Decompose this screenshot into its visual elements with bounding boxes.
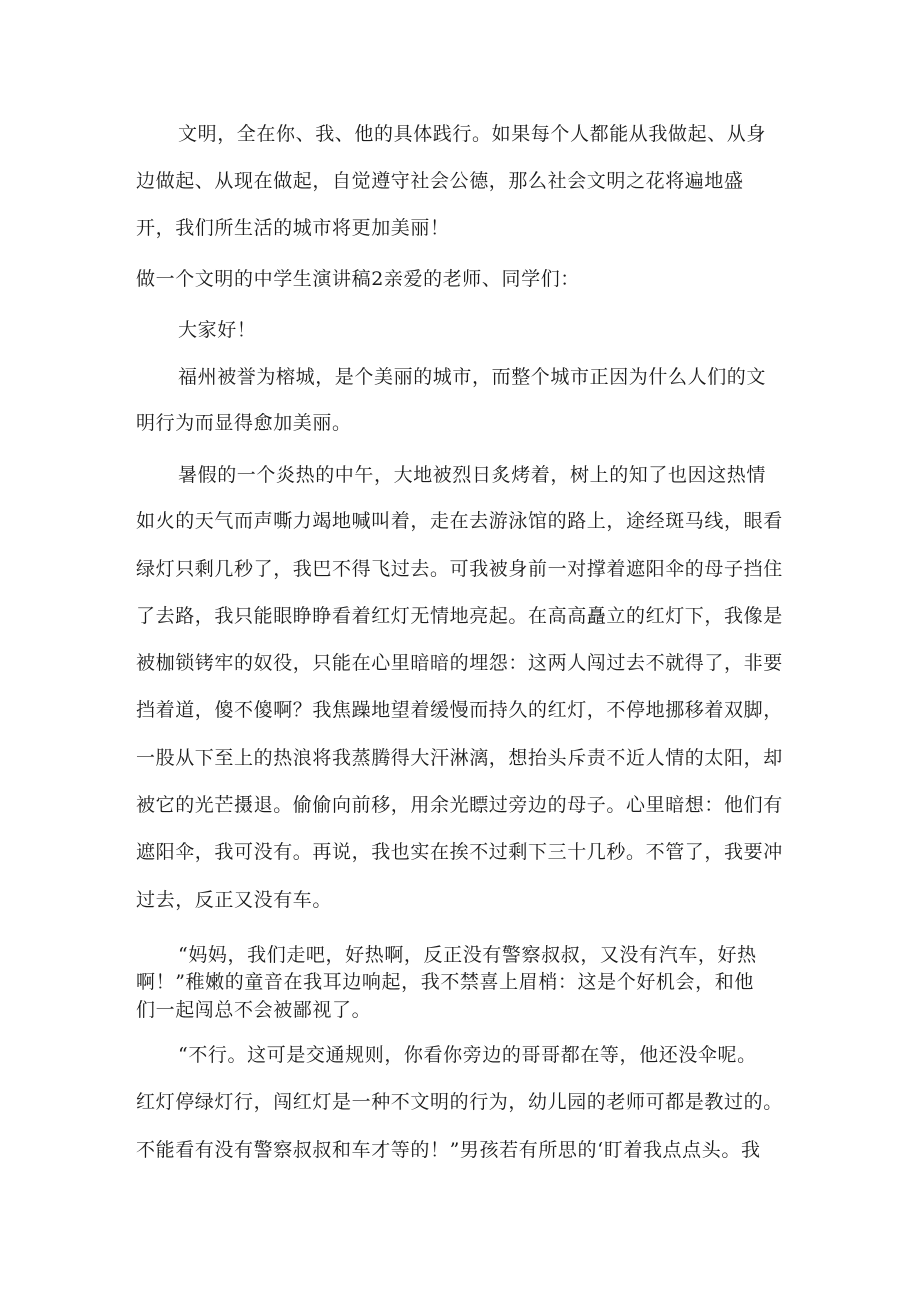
paragraph-line: 被枷锁铐牢的奴役，只能在心里暗暗的埋怨：这两人闯过去不就得了，非要 [136, 652, 783, 674]
paragraph-line: 挡着道，傻不傻啊？我焦躁地望着缓慢而持久的红灯，不停地挪移着双脚， [136, 699, 783, 721]
paragraph-line: 遮阳伞，我可没有。再说，我也实在挨不过剩下三十几秒。不管了，我要冲 [136, 841, 783, 863]
paragraph-line: 如火的天气而声嘶力竭地喊叫着，走在去游泳馆的路上，途经斑马线，眼看 [136, 510, 783, 532]
paragraph-line: “不行。这可是交通规则，你看你旁边的哥哥都在等，他还没伞呢。 [178, 1044, 757, 1066]
paragraph-line: 开，我们所生活的城市将更加美丽！ [136, 217, 450, 239]
paragraph-line: 红灯停绿灯行，闯红灯是一种不文明的行为，幼儿园的老师可都是教过的。 [136, 1091, 783, 1113]
paragraph-line: 被它的光芒摄退。偷偷向前移，用余光瞟过旁边的母子。心里暗想：他们有 [136, 794, 783, 816]
paragraph-line: 啊！”稚嫩的童音在我耳边响起，我不禁喜上眉梢：这是个好机会，和他 [136, 971, 754, 993]
paragraph-line: 边做起、从现在做起，自觉遵守社会公德，那么社会文明之花将遍地盛 [136, 170, 744, 192]
paragraph-line: 绿灯只剩几秒了，我巴不得飞过去。可我被身前一对撑着遮阳伞的母子挡住 [136, 558, 783, 580]
paragraph-line: 一股从下至上的热浪将我蒸腾得大汗淋漓，想抬头斥责不近人情的太阳，却 [136, 747, 783, 769]
paragraph-line: 不能看有没有警察叔叔和车才等的！”男孩若有所思的‘盯着我点点头。我 [136, 1139, 761, 1161]
heading-line: 做一个文明的中学生演讲稿2亲爱的老师、同学们： [136, 268, 580, 290]
paragraph-line: 过去，反正又没有车。 [136, 889, 333, 911]
paragraph-line: 明行为而显得愈加美丽。 [136, 412, 352, 434]
greeting-line: 大家好！ [178, 319, 257, 341]
paragraph-line: 暑假的一个炎热的中午，大地被烈日炙烤着，树上的知了也因这热情 [178, 464, 767, 486]
paragraph-line: 福州被誉为榕城，是个美丽的城市，而整个城市正因为什么人们的文 [178, 366, 767, 388]
paragraph-line: 们一起闯总不会被鄙视了。 [136, 999, 372, 1021]
paragraph-line: “妈妈，我们走吧，好热啊，反正没有警察叔叔，又没有汽车，好热 [178, 944, 757, 966]
paragraph-line: 文明，全在你、我、他的具体践行。如果每个人都能从我做起、从身 [178, 123, 767, 145]
paragraph-line: 了去路，我只能眼睁睁看着红灯无情地亮起。在高高矗立的红灯下，我像是 [136, 605, 783, 627]
